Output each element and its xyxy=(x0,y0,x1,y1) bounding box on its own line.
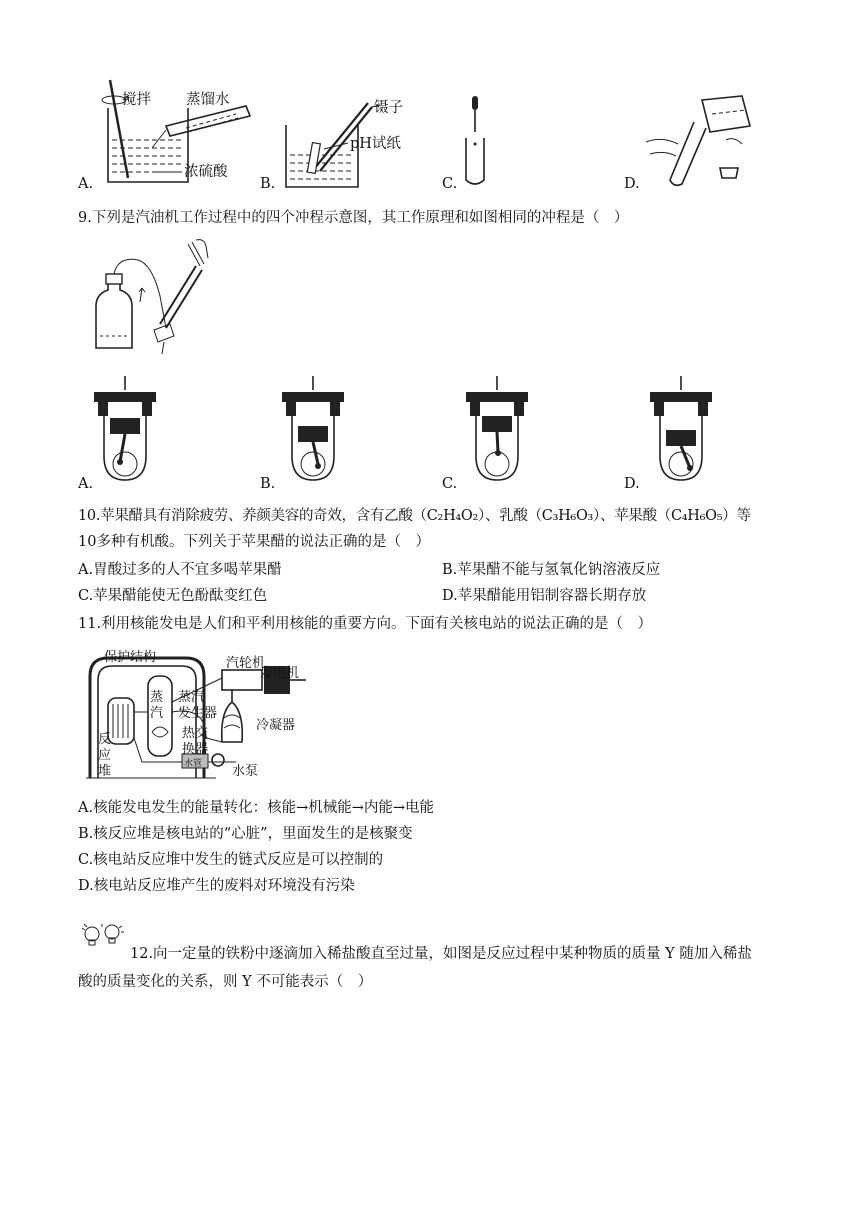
q10-option-c: C.苹果醋能使无色酚酞变红色 xyxy=(78,588,268,604)
q9-option-d: D. xyxy=(624,476,640,492)
q12-stem-line1: 12.向一定量的铁粉中逐滴加入稀盐酸直至过量，如图是反应过程中某种物质的质量 Y 随加入稀盐 xyxy=(130,946,752,962)
q11-option-c: C.核电站反应堆中发生的链式反应是可以控制的 xyxy=(78,852,384,868)
q11-option-b: B.核反应堆是核电站的“心脏”，里面发生的是核聚变 xyxy=(78,826,413,842)
label-stir: 搅拌 xyxy=(122,92,151,108)
lightbulb-decoration-icon xyxy=(80,922,126,948)
label-reactor-2: 应 xyxy=(98,748,112,763)
label-water-pump: 水泵 xyxy=(232,764,259,779)
q12-stem-line2: 酸的质量变化的关系，则 Y 不可能表示（ ） xyxy=(78,974,373,990)
engine-stroke-c xyxy=(462,376,532,486)
label-reactor-3: 堆 xyxy=(98,764,112,779)
label-reactor-1: 反 xyxy=(98,732,112,747)
label-condenser: 冷凝器 xyxy=(256,718,296,733)
figure-c-dropper xyxy=(462,92,502,188)
option-d-label: D. xyxy=(624,176,640,192)
option-a-label: A. xyxy=(78,176,94,192)
q11-stem: 11.利用核能发电是人们和平利用核能的重要方向。下面有关核电站的说法正确的是（ ） xyxy=(78,616,653,632)
label-hx-2: 换器 xyxy=(182,742,209,757)
label-steam-1: 蒸 xyxy=(150,690,164,705)
option-b-label: B. xyxy=(260,176,276,192)
q10-option-a: A.胃酸过多的人不宜多喝苹果醋 xyxy=(78,562,282,578)
q10-stem-line2: 10多种有机酸。下列关于苹果醋的说法正确的是（ ） xyxy=(78,534,430,550)
label-sg-2: 发生器 xyxy=(178,706,218,721)
q11-option-a: A.核能发电发生的能量转化：核能→机械能→内能→电能 xyxy=(78,800,435,816)
label-generator: 发电机 xyxy=(260,666,300,681)
engine-stroke-b xyxy=(278,376,348,486)
label-ph-paper: pH试纸 xyxy=(350,136,401,152)
label-sg-1: 蒸汽 xyxy=(178,690,205,705)
option-c-label: C. xyxy=(442,176,458,192)
q9-option-c: C. xyxy=(442,476,458,492)
label-conc-sulfuric-acid: 浓硫酸 xyxy=(184,164,228,180)
label-water-pipe: 水管 xyxy=(184,759,203,769)
engine-stroke-d xyxy=(646,376,716,486)
label-protect-structure: 保护结构 xyxy=(104,650,157,665)
figure-d-pouring xyxy=(642,92,762,190)
q9-stem: 9.下列是汽油机工作过程中的四个冲程示意图，其工作原理和如图相同的冲程是（ ） xyxy=(78,210,629,226)
q11-option-d: D.核电站反应堆产生的废料对环境没有污染 xyxy=(78,878,355,894)
engine-stroke-a xyxy=(90,376,160,486)
q10-option-d: D.苹果醋能用铝制容器长期存放 xyxy=(442,588,647,604)
label-turbine: 汽轮机 xyxy=(226,656,266,671)
label-tweezers: 镊子 xyxy=(374,100,403,116)
label-hx-1: 热交 xyxy=(182,726,209,741)
q10-stem-line1: 10.苹果醋具有消除疲劳、养颜美容的奇效，含有乙酸（C₂H₄O₂）、乳酸（C₃H₆O₃）、苹果酸（C₄H₆O₅）等 xyxy=(78,508,751,524)
q9-option-a: A. xyxy=(78,476,94,492)
figure-q9-pump-bottle xyxy=(88,236,218,356)
q10-option-b: B.苹果醋不能与氢氧化钠溶液反应 xyxy=(442,562,661,578)
label-distilled-water: 蒸馏水 xyxy=(186,92,230,108)
q9-option-b: B. xyxy=(260,476,276,492)
label-steam-2: 汽 xyxy=(150,706,164,721)
